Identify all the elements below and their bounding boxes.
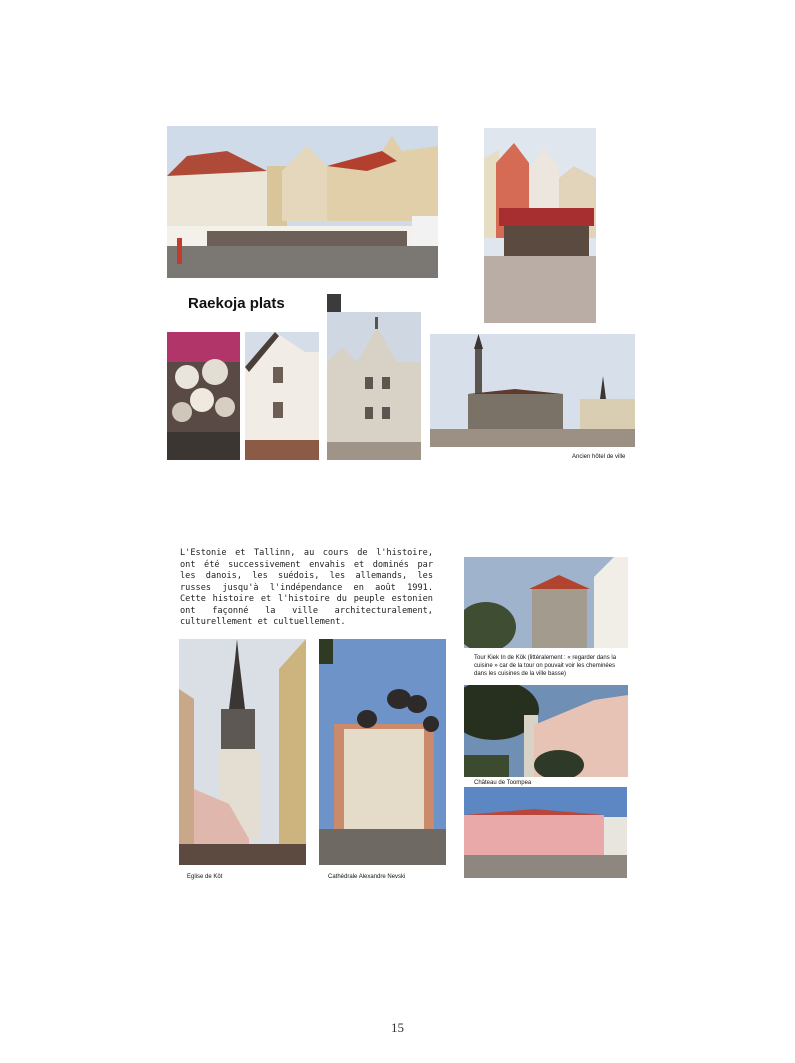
intro-paragraph: L'Estonie et Tallinn, au cours de l'histoire, ont été successivement envahis et dominés par les danois, les suédois, les allemands, les russes jusqu'à l'indépendance en août 1991. Cette histoire et l'histoire du peuple estonien ont façonné la ville architecturalement, culturellement et cultuellement. xyxy=(180,548,433,627)
gothic-facade-photo xyxy=(327,312,421,460)
town-hall-caption: Ancien hôtel de ville xyxy=(572,454,626,460)
page-number: 15 xyxy=(391,1020,404,1035)
kiek-in-de-kok-tower-photo xyxy=(464,557,628,648)
pink-parliament-building-photo xyxy=(464,787,627,878)
photo-fragment xyxy=(327,294,341,312)
niguliste-caption: Eglise de Köt xyxy=(187,874,223,880)
gabled-house-photo xyxy=(245,332,319,460)
alexander-nevsky-cathedral-photo xyxy=(319,639,446,865)
kiek-caption: Tour Kiek In de Kök (littéralement : « regarder dans la cuisine » car de la tour on pouvait voir les cheminées dans les cuisines de la ville basse) xyxy=(474,655,617,677)
market-stall-hats-photo xyxy=(167,332,240,460)
niguliste-church-spire-photo xyxy=(179,639,306,865)
section-title: Raekoja plats xyxy=(188,295,285,312)
town-hall-square-photo xyxy=(430,334,635,447)
raekoja-square-market-photo xyxy=(167,126,438,278)
corner-cafe-photo xyxy=(484,128,596,323)
nevsky-caption: Cathédrale Alexandre Nevski xyxy=(328,874,406,880)
toompea-caption: Château de Toompea xyxy=(474,780,532,786)
toompea-castle-photo xyxy=(464,685,628,777)
